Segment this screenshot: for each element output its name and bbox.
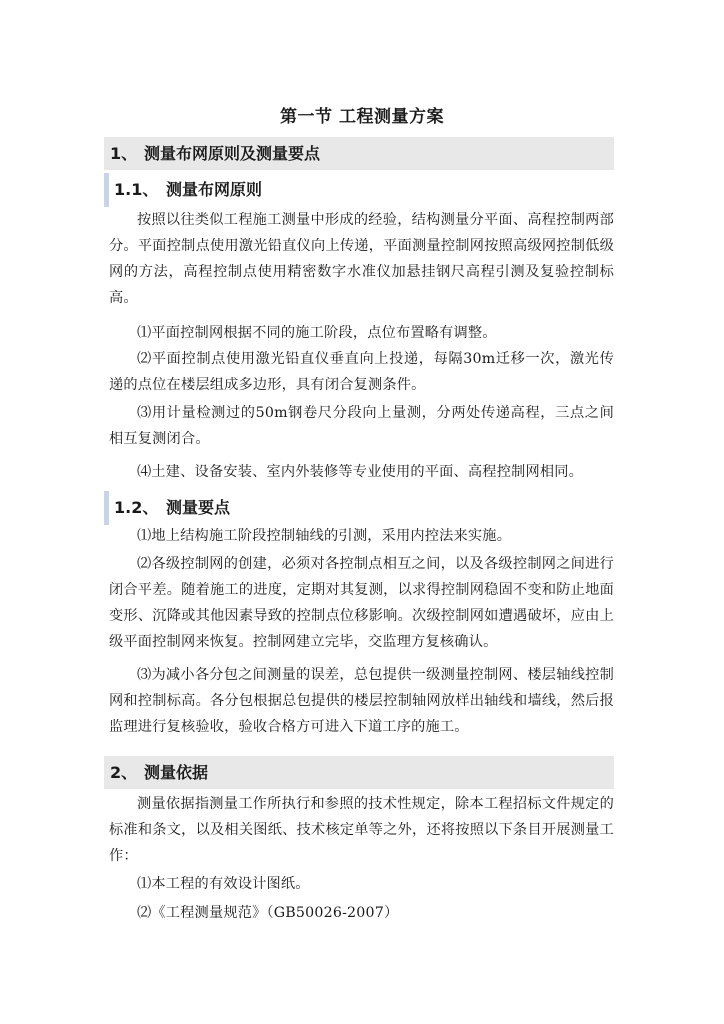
section-1-2-item-3: ⑶为减小各分包之间测量的误差，总包提供一级测量控制网、楼层轴线控制网和控制标高。各分包根据总包提供的楼层控制轴网放样出轴线和墙线，然后报监理进行复核验收，验收合格方可进入下道工序的施工。 <box>109 667 614 735</box>
section-1-1-number: 1.1、 <box>114 180 159 199</box>
section-1-1-intro: 按照以往类似工程施工测量中形成的经验，结构测量分平面、高程控制两部分。平面控制点使用激光铅直仪向上传递，平面测量控制网按照高级网控制低级网的方法，高程控制点使用精密数字水准仪加悬挂钢尺高程引测及复验控制标高。 <box>109 212 614 306</box>
section-1-2-item-2: ⑵各级控制网的创建，必须对各控制点相互之间，以及各级控制网之间进行闭合平差。随着施工的进度，定期对其复测，以求得控制网稳固不变和防止地面变形、沉降或其他因素导致的控制点位移影响。次级控制网如遭遇破坏，应由上级平面控制网来恢复。控制网建立完毕，交监理方复核确认。 <box>109 556 614 650</box>
section-2-number: 2、 <box>110 763 138 782</box>
section-1-1-item-4: ⑷土建、设备安装、室内外装修等专业使用的平面、高程控制网相同。 <box>137 464 584 480</box>
section-1-1-item-1: ⑴平面控制网根据不同的施工阶段，点位布置略有调整。 <box>137 325 497 341</box>
section-1-2-heading <box>104 491 614 525</box>
section-2-heading <box>104 756 614 789</box>
section-1-number: 1、 <box>110 144 138 163</box>
section-2-intro: 测量依据指测量工作所执行和参照的技术性规定，除本工程招标文件规定的标准和条文，以及相关图纸、技术核定单等之外，还将按照以下条目开展测量工作： <box>109 796 614 864</box>
section-2-title: 测量依据 <box>144 763 209 782</box>
section-1-2-item-1: ⑴地上结构施工阶段控制轴线的引测，采用内控法来实施。 <box>137 528 512 544</box>
section-1-2-number: 1.2、 <box>114 498 159 517</box>
section-1-1-item-3: ⑶用计量检测过的50m钢卷尺分段向上量测，分两处传递高程，三点之间相互复测闭合。 <box>109 405 614 447</box>
page-title: 第一节 工程测量方案 <box>280 107 444 127</box>
section-1-1-heading <box>104 173 614 207</box>
section-1-heading <box>104 137 614 170</box>
section-1-1-title: 测量布网原则 <box>166 180 263 199</box>
section-2-item-1: ⑴本工程的有效设计图纸。 <box>137 876 310 892</box>
section-2-item-2: ⑵《工程测量规范》（GB50026-2007） <box>137 905 399 921</box>
section-1-2-title: 测量要点 <box>166 498 231 517</box>
section-1-1-item-2: ⑵平面控制点使用激光铅直仪垂直向上投递，每隔30m迁移一次，激光传递的点位在楼层组成多边形，具有闭合复测条件。 <box>109 351 614 393</box>
section-1-title: 测量布网原则及测量要点 <box>144 144 321 163</box>
